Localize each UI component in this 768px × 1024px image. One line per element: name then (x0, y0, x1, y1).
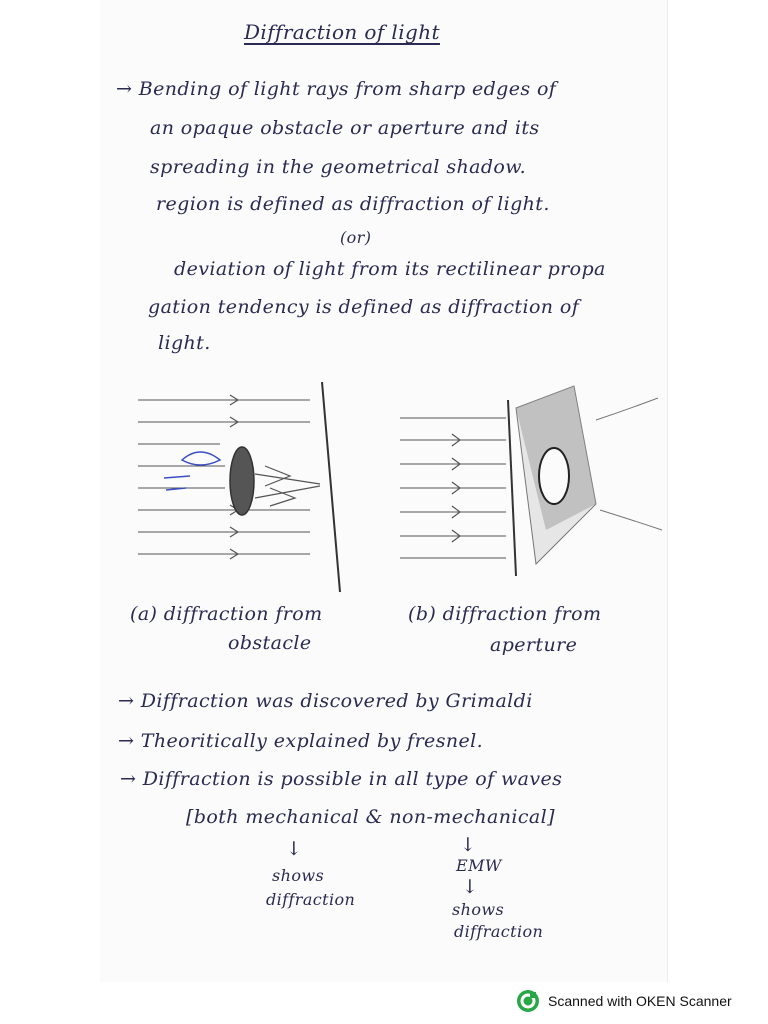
spreading-rays (596, 398, 662, 530)
or-label: (or) (340, 228, 372, 247)
bent-rays (255, 466, 320, 506)
caption-a-line-1: (a) diffraction from (130, 603, 323, 625)
aperture-diffraction-diagram (396, 380, 668, 586)
branch-left-arrow: ↓ (286, 838, 303, 860)
branch-left-diffraction: diffraction (266, 890, 356, 909)
page-title: Diffraction of light (244, 20, 440, 44)
definition-line-4: region is defined as diffraction of light. (156, 193, 550, 215)
branch-right-diffraction: diffraction (454, 922, 544, 941)
aperture-opening (539, 448, 569, 504)
obstacle-diffraction-diagram (130, 378, 370, 596)
screen-line (322, 382, 340, 592)
fact-explained: → Theoritically explained by fresnel. (118, 730, 484, 752)
definition-alt-line-2: gation tendency is defined as diffraction of (148, 296, 580, 318)
fact-wave-types: [both mechanical & non-mechanical] (186, 806, 555, 828)
blue-ink-eye-sketch (164, 452, 220, 490)
branch-right-arrow-2: ↓ (462, 876, 479, 898)
aperture-incident-rays (400, 418, 506, 558)
branch-right-shows: shows (452, 900, 505, 919)
definition-alt-line-1: deviation of light from its rectilinear propa (174, 258, 606, 280)
incident-rays (138, 400, 310, 554)
definition-line-2: an opaque obstacle or aperture and its (150, 117, 540, 139)
aperture-barrier (508, 400, 516, 576)
branch-left-shows: shows (272, 866, 325, 885)
branch-right-emw: EMW (456, 856, 502, 875)
definition-alt-line-3: light. (158, 332, 211, 354)
oken-scanner-logo-icon (516, 989, 540, 1013)
scanner-watermark-text: Scanned with OKEN Scanner (548, 993, 732, 1009)
caption-a-line-2: obstacle (228, 632, 312, 654)
definition-line-1: → Bending of light rays from sharp edges of (116, 78, 557, 100)
caption-b-line-2: aperture (490, 634, 578, 656)
branch-right-arrow: ↓ (460, 834, 477, 856)
scanner-watermark (516, 989, 732, 1013)
caption-b-line-1: (b) diffraction from (408, 603, 602, 625)
fact-all-waves: → Diffraction is possible in all type of waves (120, 768, 563, 790)
definition-line-3: spreading in the geometrical shadow. (150, 156, 527, 178)
opaque-obstacle (230, 447, 254, 515)
fact-discovered: → Diffraction was discovered by Grimaldi (118, 690, 533, 712)
